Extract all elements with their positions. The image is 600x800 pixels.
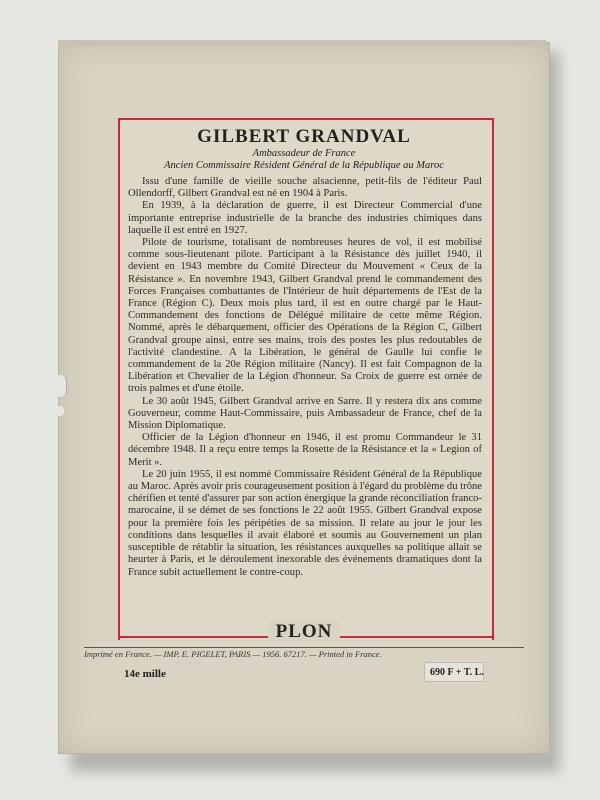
red-frame-bottom-left bbox=[118, 636, 268, 638]
edition-count: 14e mille bbox=[124, 668, 166, 680]
author-title: Ambassadeur de France bbox=[252, 148, 356, 159]
bio-paragraph: Le 20 juin 1955, il est nommé Commissaire Résident Général de la République au Maroc. Après avoir pris courageusement position à l'égard du problème du trône chérifien et tenté d'assurer par son action énergique la grande réconciliation franco-marocaine, il se démet de ses fonctions le 22 août 1955. Gilbert Grandval expose pour la première fois les péripéties de sa mission. Il relate au jour le jour les conditions dans lesquelles il avait élaboré et soumis au Gouvernement un plan susceptible de rétablir la situation, les résistances auxquelles sa politique allait se heurter à Paris, et le déroulement inexorable des événements dramatiques dont la France subit actuellement le contre-coup. bbox=[128, 468, 482, 578]
price-label: 690 F + T. L. bbox=[430, 667, 484, 678]
book-top-edge bbox=[58, 40, 546, 46]
cover-tear bbox=[56, 406, 64, 416]
red-frame-bottom-right bbox=[340, 636, 492, 638]
publisher-name: PLON bbox=[268, 621, 340, 643]
author-former-title: Ancien Commissaire Résident Général de la République au Maroc bbox=[164, 160, 444, 171]
author-name: GILBERT GRANDVAL bbox=[197, 126, 411, 147]
printer-imprint: Imprimé en France. — IMP. E. PIGELET, PARIS — 1956. 67217. — Printed in France. bbox=[84, 647, 524, 659]
bio-paragraph: Officier de la Légion d'honneur en 1946, il est promu Commandeur le 31 décembre 1948. Il a reçu entre temps la Rosette de la Résistance et la « Legion of Merit ». bbox=[128, 432, 482, 468]
bio-paragraph: Issu d'une famille de vieille souche alsacienne, petit-fils de l'éditeur Paul Ollendorff, Gilbert Grandval est né en 1904 à Paris. bbox=[128, 176, 482, 200]
bio-paragraph: En 1939, à la déclaration de guerre, il est Directeur Commercial d'une importante entreprise industrielle de la branche des industries chimiques dans laquelle il est entré en 1927. bbox=[128, 200, 482, 236]
bio-paragraph: Le 30 août 1945, Gilbert Grandval arrive en Sarre. Il y restera dix ans comme Gouverneur, comme Haut-Commissaire, puis Ambassadeur de France, chef de la Mission Diplomatique. bbox=[128, 395, 482, 432]
cover-tear bbox=[56, 375, 67, 397]
bio-paragraph: Pilote de tourisme, totalisant de nombreuses heures de vol, il est mobilisé comme sous-lieutenant pilote. Participant à la Résistance dès juillet 1940, il devient en 1943 membre du Comité Directeur du Mouvement « Ceux de la Résistance ». En novembre 1943, Gilbert Grandval prend le commandement des Forces Françaises combattantes de l'Intérieur de huit départements de l'Est de la France (Région C). Deux mois plus tard, il est en outre chargé par le Haut-Commandement des fonctions de Délégué militaire de cette même Région. Nommé, après le débarquement, officier des Opérations de la Région C, Gilbert Grandval groupe ainsi, entre ses mains, trois des postes les plus redoutables de l'activité clandestine. A la Libération, le général de Gaulle lui confie le commandement de la 20e Région militaire (Nancy). Il est fait Compagnon de la Libération et Chevalier de la Légion d'honneur. Sa Croix de guerre est ornée de trois palmes et d'une étoile. bbox=[128, 237, 482, 395]
biography-text bbox=[128, 176, 482, 579]
